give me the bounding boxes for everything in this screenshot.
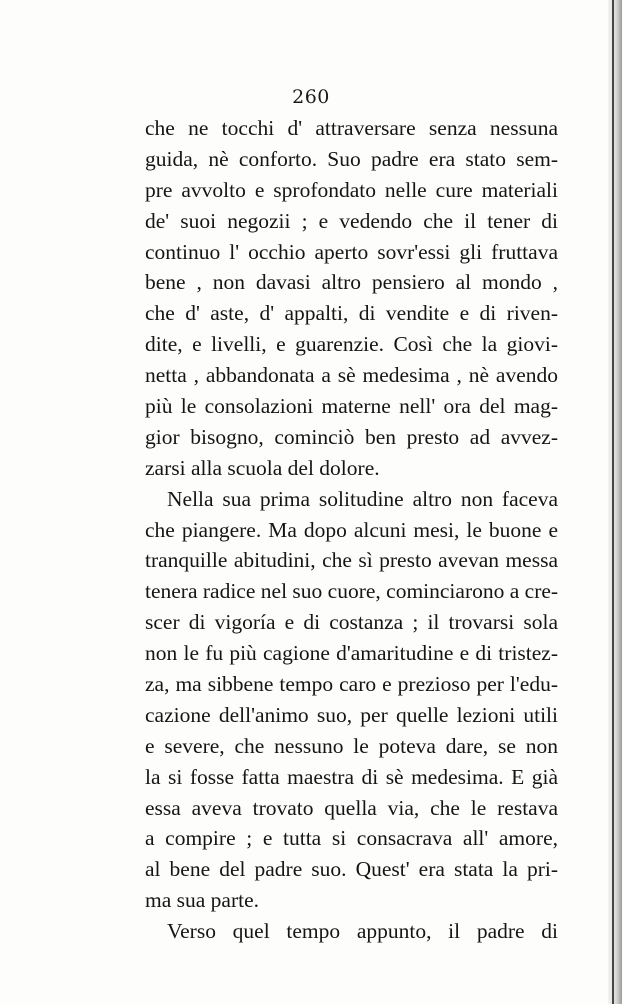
text-line: netta , abbandonata a sè medesima , nè avendo	[145, 363, 558, 388]
text-line: che piangere. Ma dopo alcuni mesi, le buone e	[145, 517, 558, 542]
text-line: scer di vigoría e di costanza ; il trovarsi sola	[145, 610, 558, 635]
text-line: Nella sua prima solitudine altro non faceva	[167, 486, 558, 511]
text-line: pre avvolto e sprofondato nelle cure materiali	[145, 177, 558, 202]
text-line: a compire ; e tutta si consacrava all' amore,	[145, 826, 558, 851]
text-line: ma sua parte.	[145, 888, 260, 913]
page-edge-shadow	[608, 0, 622, 1004]
text-line: la si fosse fatta maestra di sè medesima. E già	[145, 764, 558, 789]
text-line: più le consolazioni materne nell' ora del mag-	[145, 394, 558, 419]
text-line: non le fu più cagione d'amaritudine e di tristez-	[145, 641, 558, 666]
text-line: za, ma sibbene tempo caro e prezioso per l'edu-	[145, 672, 558, 697]
text-line: tenera radice nel suo cuore, cominciarono a cre-	[145, 579, 559, 604]
text-line: che d' aste, d' appalti, di vendite e di riven-	[145, 301, 558, 326]
page-number: 260	[292, 86, 330, 108]
text-line: Verso quel tempo appunto, il padre di	[167, 919, 558, 944]
text-line: zarsi alla scuola del dolore.	[145, 455, 380, 480]
body-text	[145, 113, 558, 947]
paragraph	[145, 484, 558, 916]
text-line: tranquille abitudini, che sì presto avevan messa	[145, 548, 558, 573]
paragraph	[145, 916, 558, 947]
text-line: e severe, che nessuno le poteva dare, se non	[145, 733, 558, 758]
paragraph	[145, 113, 558, 484]
text-line: guida, nè conforto. Suo padre era stato sem-	[145, 146, 558, 171]
text-line: al bene del padre suo. Quest' era stata la pri-	[145, 857, 558, 882]
text-line: bene , non davasi altro pensiero al mondo ,	[145, 270, 558, 295]
text-line: gior bisogno, cominciò ben presto ad avvez-	[145, 424, 558, 449]
text-line: continuo l' occhio aperto sovr'essi gli fruttava	[145, 239, 558, 264]
text-line: de' suoi negozii ; e vedendo che il tener di	[145, 208, 558, 233]
text-line: che ne tocchi d' attraversare senza nessuna	[145, 116, 558, 140]
text-line: dite, e livelli, e guarenzie. Così che la giovi-	[145, 332, 558, 357]
page-edge-line	[612, 0, 614, 1004]
text-line: essa aveva trovato quella via, che le restava	[145, 795, 558, 820]
text-line: cazione dell'animo suo, per quelle lezioni utili	[145, 702, 558, 727]
